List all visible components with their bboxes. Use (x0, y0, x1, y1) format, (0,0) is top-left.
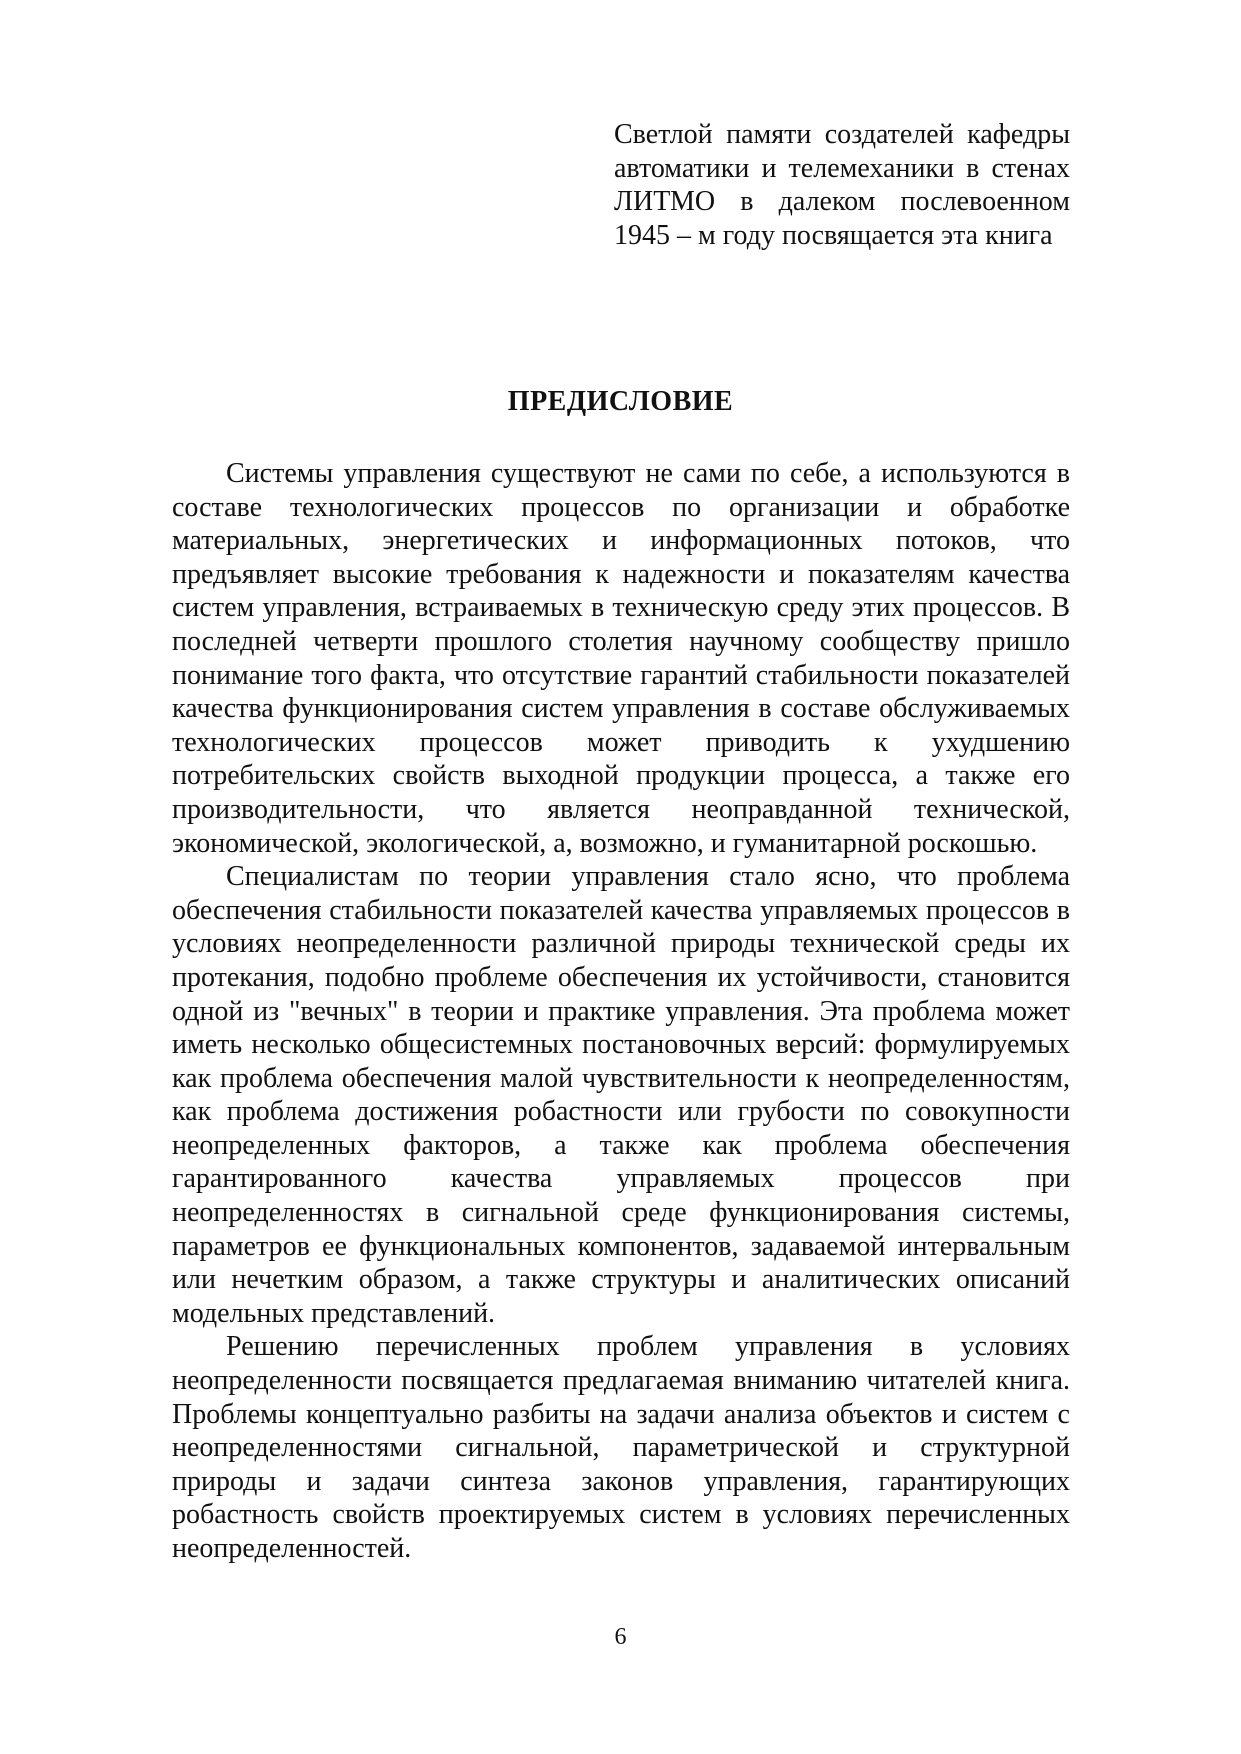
paragraph: Специалистам по теории управления стало ясно, что проблема обеспечения стабильности показателей качества управляемых процессов в условиях неопределенности различной природы технической среды их протекания, подобно проблеме обеспечения их устойчивости, становится одной из "вечных" в теории и практике управления. Эта проблема может иметь несколько общесистемных постановочных версий: формулируемых как проблема обеспечения малой чувствительности к неопределенностям, как проблема достижения робастности или грубости по совокупности неопределенных факторов, а также как проблема обеспечения гарантированного качества управляемых процессов при неопределенностях в сигнальной среде функционирования системы, параметров ее функциональных компонентов, задаваемой интервальным или нечетким образом, а также структуры и аналитических описаний модельных представлений. (172, 861, 1070, 1329)
dedication-line: 1945 – м году посвящается эта книга (614, 219, 1053, 251)
dedication-line: ЛИТМО в далеком послевоенном (614, 186, 1070, 217)
dedication-line: Светлой памяти создателей кафедры (614, 119, 1070, 150)
dedication-line: автоматики и телемеханики в стенах (614, 152, 1070, 184)
paragraph: Системы управления существуют не сами по себе, а используются в составе технологических процессов по организации и обработке материальных, энергетических и информационных потоков, что предъявляет высокие требования к надежности и показателям качества систем управления, встраиваемых в техническую среду этих процессов. В последней четверти прошлого столетия научному сообществу пришло понимание того факта, что отсутствие гарантий стабильности показателей качества функционирования систем управления в составе обслуживаемых технологических процессов может приводить к ухудшению потребительских свойств выходной продукции процесса, а также его производительности, что является неоправданной технической, экономической, экологической, а, возможно, и гуманитарной роскошью. (172, 458, 1070, 859)
page-number: 6 (614, 1624, 627, 1650)
paragraph: Решению перечисленных проблем управления в условиях неопределенности посвящается предлагаемая вниманию читателей книга. Проблемы концептуально разбиты на задачи анализа объектов и систем с неопределенностями сигнальной, параметрической и структурной природы и задачи синтеза законов управления, гарантирующих робастность свойств проектируемых систем в условиях перечисленных неопределенностей. (172, 1331, 1070, 1564)
section-heading: ПРЕДИСЛОВИЕ (507, 386, 734, 417)
dedication-epigraph (614, 118, 1070, 252)
preface-body (172, 457, 1070, 1566)
